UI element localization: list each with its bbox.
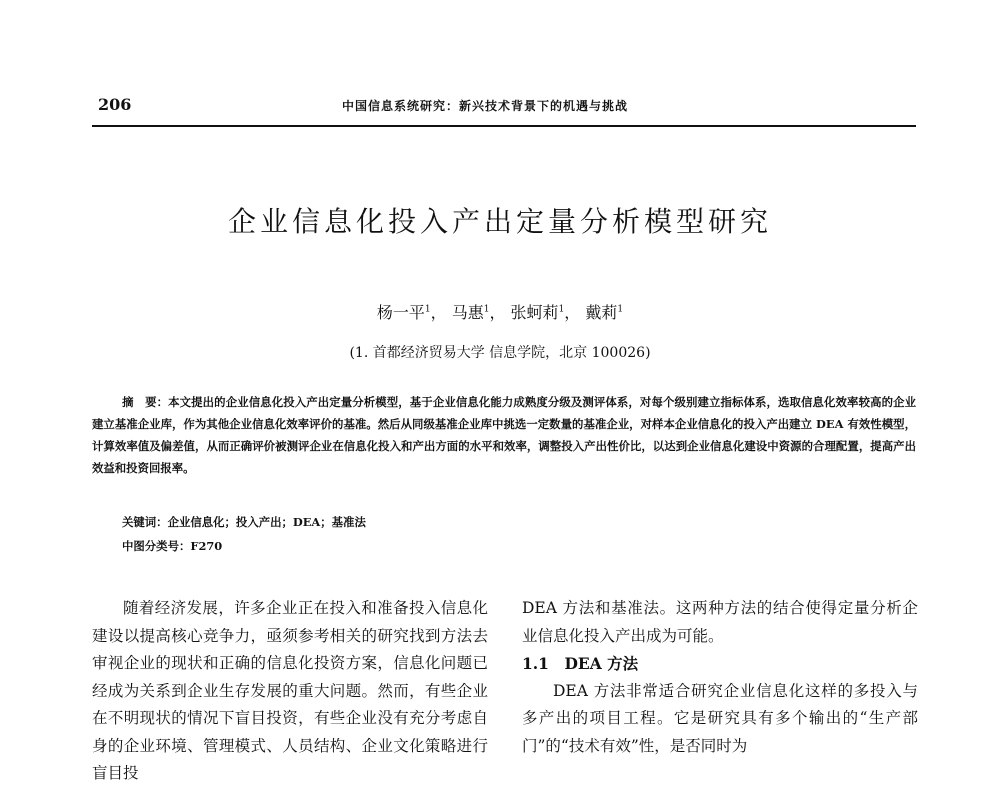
section-heading: 1.1 DEA 方法 xyxy=(522,654,639,673)
author-affiliation-mark: 1 xyxy=(617,304,624,315)
classification-text: F270 xyxy=(190,539,223,553)
author-separator: ， xyxy=(430,303,447,322)
author-affiliation-mark: 1 xyxy=(558,304,565,315)
page-header xyxy=(92,95,916,127)
author-separator: ， xyxy=(489,303,506,322)
author-affiliation-mark: 1 xyxy=(483,304,490,315)
author-name: 张蚵莉 xyxy=(510,303,559,322)
keywords xyxy=(122,514,366,530)
author-name: 杨一平 xyxy=(376,303,425,322)
paper-title: 企业信息化投入产出定量分析模型研究 xyxy=(227,205,772,238)
abstract-text: 本文提出的企业信息化投入产出定量分析模型，基于企业信息化能力成熟度分级及测评体系，对每个级别建立指标体系，选取信息化效率较高的企业建立基准企业库，作为其他企业信息化效率评价的基准。然后从同级基准企业库中挑选一定数量的基准企业，对样本企业信息化的投入产出建立 DEA 有效性模型，计算效率值及偏差值，从而正确评价被测评企业在信息化投入和产出方面的水平和效率，调整投入产出性价比，以达到企业信息化建设中资源的合理配置，提高产出效益和投资回报率。 xyxy=(92,395,916,475)
section-paragraph: DEA 方法非常适合研究企业信息化这样的多投入与多产出的项目工程。它是研究具有多个输出的“生产部门”的“技术有效”性，是否同时为 xyxy=(522,681,918,755)
continued-paragraph: DEA 方法和基准法。这两种方法的结合使得定量分析企业信息化投入产出成为可能。 xyxy=(522,599,918,645)
running-title: 中国信息系统研究：新兴技术背景下的机遇与挑战 xyxy=(342,99,629,113)
classification-number xyxy=(122,538,222,554)
body-column-right xyxy=(522,595,918,760)
abstract xyxy=(92,391,916,479)
keywords-label: 关键词： xyxy=(122,515,168,529)
abstract-label: 摘 要： xyxy=(122,395,169,409)
author-separator: ， xyxy=(564,303,581,322)
intro-paragraph: 随着经济发展，许多企业正在投入和准备投入信息化建设以提高核心竞争力，亟须参考相关的研究找到方法去审视企业的现状和正确的信息化投资方案，信息化问题已经成为关系到企业生存发展的重大问题。然而，有些企业在不明现状的情况下盲目投资，有些企业没有充分考虑自身的企业环境、管理模式、人员结构、企业文化策略进行盲目投 xyxy=(92,599,488,782)
keywords-text: 企业信息化；投入产出；DEA；基准法 xyxy=(167,515,366,529)
body-column-left xyxy=(92,595,488,788)
page-number: 206 xyxy=(98,95,132,114)
author-name: 马惠 xyxy=(451,303,484,322)
author-affiliation-mark: 1 xyxy=(424,304,431,315)
classification-label: 中图分类号： xyxy=(122,539,191,553)
affiliation: (1. 首都经济贸易大学 信息学院，北京 100026) xyxy=(349,345,651,361)
author-list xyxy=(0,300,1000,323)
author-name: 戴莉 xyxy=(585,303,618,322)
